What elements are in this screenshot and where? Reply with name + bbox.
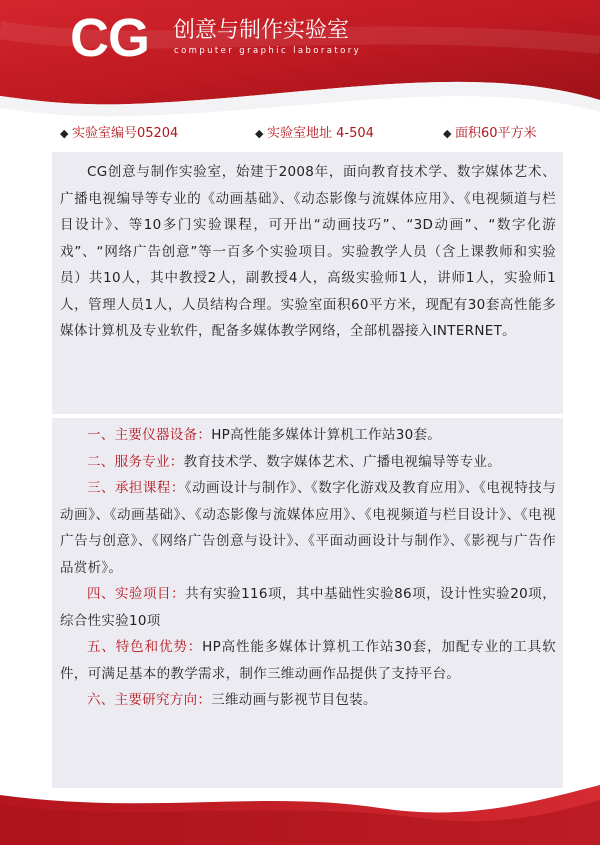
info-lab-area: ◆ 面积60平方米: [443, 126, 537, 141]
section-majors: 二、服务专业：教育技术学、数字媒体艺术、广播电视编导等专业。: [87, 453, 502, 470]
diamond-icon: ◆: [60, 127, 72, 140]
section-research: 六、主要研究方向：三维动画与影视节目包装。: [87, 692, 377, 708]
section-experiments: 四、实验项目：共有实验116项，其中基础性实验86项，设计性实验20项，综合性实验10项: [60, 586, 556, 629]
sections-list: [60, 422, 556, 714]
diamond-icon: ◆: [443, 127, 455, 140]
logo-cg: CG: [70, 8, 149, 68]
info-lab-address: ◆ 实验室地址 4-504: [255, 126, 374, 141]
section-courses: 三、承担课程：《动画设计与制作》、《数字化游戏及教育应用》、《电视特技与动画》、《动画基础》、《动态影像与流媒体应用》、《电视频道与栏目设计》、《电视广告与创意》、《网络广告创意与设计》、《平面动画设计与制作》、《影视与广告作品赏析》。: [60, 480, 556, 576]
diamond-icon: ◆: [255, 127, 267, 140]
lab-title-en: computer graphic laboratory: [174, 46, 362, 56]
info-lab-number: ◆ 实验室编号05204: [60, 126, 179, 141]
section-equipment: 一、主要仪器设备：HP高性能多媒体计算机工作站30套。: [87, 427, 442, 443]
intro-paragraph: CG创意与制作实验室，始建于2008年，面向教育技术学、数字媒体艺术、广播电视编导等专业的《动画基础》、《动态影像与流媒体应用》、《电视频道与栏目设计》、等10多门实验课程，可开出“动画技巧”、“3D动画”、“数字化游戏”、“网络广告创意”等一百多个实验项目。实验教学人员（含上课教师和实验员）共10人，其中教授2人，副教授4人，高级实验师1人，讲师1人，实验师1人，管理人员1人，人员结构合理。实验室面积60平方米，现配有30套高性能多媒体计算机及专业软件，配备多媒体教学网络，全部机器接入INTERNET。: [60, 164, 556, 339]
section-features: 五、特色和优势：HP高性能多媒体计算机工作站30套，加配专业的工具软件，可满足基本的教学需求，制作三维动画作品提供了支持平台。: [60, 639, 556, 682]
lab-title-cn: 创意与制作实验室: [173, 18, 350, 43]
